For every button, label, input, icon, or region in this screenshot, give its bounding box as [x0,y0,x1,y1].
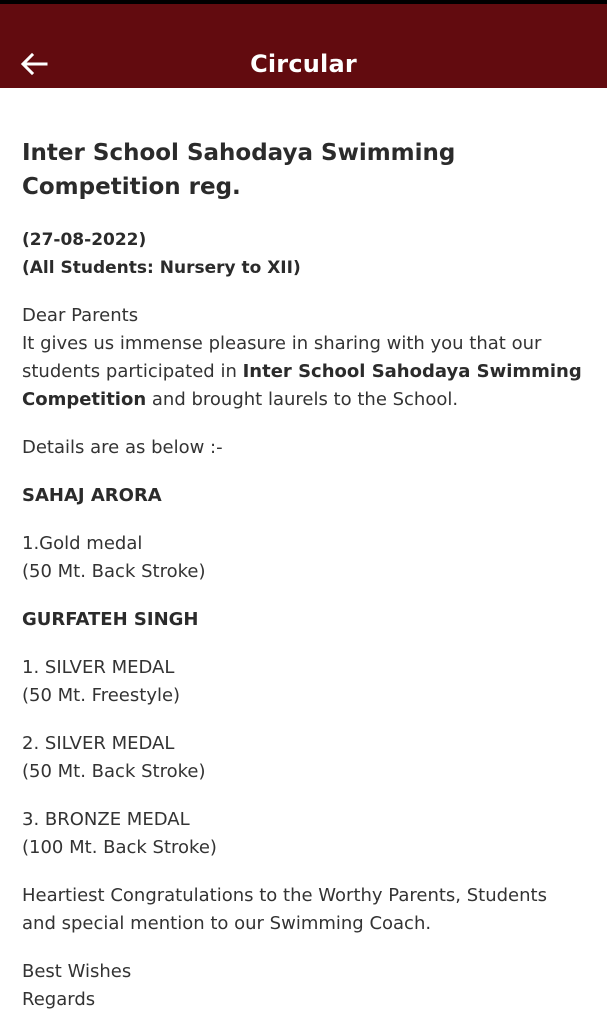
award-medal: 1. SILVER MEDAL [22,657,175,678]
circular-meta [22,226,585,282]
award-item [22,530,585,586]
award-event: (50 Mt. Back Stroke) [22,761,206,782]
greeting: Dear Parents [22,305,139,326]
award-medal: 1.Gold medal [22,533,143,554]
circular-audience: (All Students: Nursery to XII) [22,258,301,278]
intro-paragraph [22,302,585,414]
details-heading: Details are as below :- [22,437,223,458]
closing-best-wishes: Best Wishes [22,961,132,982]
award-item [22,730,585,786]
award-medal: 3. BRONZE MEDAL [22,809,190,830]
award-item [22,806,585,862]
student-name: GURFATEH SINGH [22,609,199,630]
app-bar [0,4,607,88]
circular-title: Inter School Sahodaya Swimming Competition reg. [22,140,456,200]
intro-suffix: and brought laurels to the School. [151,389,459,410]
award-item [22,654,585,710]
closing-regards: Regards [22,989,96,1010]
award-event: (100 Mt. Back Stroke) [22,837,217,858]
award-event: (50 Mt. Back Stroke) [22,561,206,582]
student-name: SAHAJ ARORA [22,485,162,506]
congratulations-text: Heartiest Congratulations to the Worthy Parents, Students and special mention to our Swimming Coach. [22,885,547,934]
circular-date: (27-08-2022) [22,230,147,250]
page-title: Circular [250,50,357,78]
closing [22,958,585,1014]
intro-prefix: It gives us immense pleasure in sharing with you that our students participated in [22,333,542,382]
award-medal: 2. SILVER MEDAL [22,733,175,754]
award-event: (50 Mt. Freestyle) [22,685,181,706]
intro-bold: Inter School Sahodaya Swimming Competition [22,361,582,410]
circular-content [0,136,607,1014]
